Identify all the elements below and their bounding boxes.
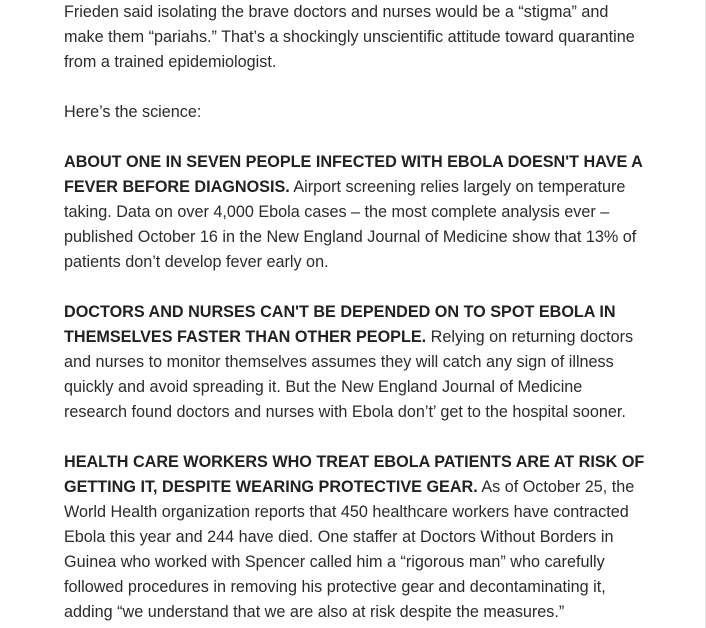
text-line	[64, 325, 692, 350]
paragraph-spacer	[64, 75, 692, 100]
article-body	[64, 0, 692, 625]
text-line: Here’s the science:	[64, 103, 202, 121]
section-doctors-paragraph	[64, 300, 692, 425]
text-line: Ebola this year and 244 have died. One staffer at Doctors Without Borders in	[64, 528, 614, 546]
science-intro-paragraph	[64, 100, 692, 125]
text-line: from a trained epidemiologist.	[64, 53, 277, 71]
paragraph-spacer	[64, 275, 692, 300]
text-line: Guinea who worked with Spencer called him a “rigorous man” who carefully	[64, 553, 605, 571]
text-line: taking. Data on over 4,000 Ebola cases – the most complete analysis ever –	[64, 203, 610, 221]
text-line: World Health organization reports that 450 healthcare workers have contracted	[64, 503, 629, 521]
paragraph-spacer	[64, 425, 692, 450]
section-text: As of October 25, the	[477, 478, 635, 496]
section-fever-paragraph	[64, 150, 692, 275]
text-line: research found doctors and nurses with Ebola don’t’ get to the hospital sooner.	[64, 403, 626, 421]
section-heading: FEVER BEFORE DIAGNOSIS.	[64, 178, 290, 196]
section-heading: THEMSELVES FASTER THAN OTHER PEOPLE.	[64, 328, 427, 346]
section-heading: GETTING IT, DESPITE WEARING PROTECTIVE GEAR.	[64, 478, 478, 496]
text-line: quickly and avoid spreading it. But the New England Journal of Medicine	[64, 378, 583, 396]
text-line: make them “pariahs.” That’s a shockingly unscientific attitude toward quarantine	[64, 28, 635, 46]
section-text: Relying on returning doctors	[426, 328, 634, 346]
section-heading: DOCTORS AND NURSES CAN'T BE DEPENDED ON TO SPOT EBOLA IN	[64, 303, 616, 321]
section-heading: HEALTH CARE WORKERS WHO TREAT EBOLA PATIENTS ARE AT RISK OF	[64, 453, 645, 471]
text-line: patients don’t develop fever early on.	[64, 253, 329, 271]
text-line: published October 16 in the New England Journal of Medicine show that 13% of	[64, 228, 637, 246]
paragraph-spacer	[64, 125, 692, 150]
text-line: and nurses to monitor themselves assumes they will catch any sign of illness	[64, 353, 614, 371]
text-line: adding “we understand that we are also at risk despite the measures.”	[64, 603, 565, 621]
section-text: Airport screening relies largely on temperature	[289, 178, 626, 196]
intro-paragraph	[64, 0, 692, 75]
text-line: followed procedures in removing his protective gear and decontaminating it,	[64, 578, 606, 596]
section-heading: ABOUT ONE IN SEVEN PEOPLE INFECTED WITH EBOLA DOESN'T HAVE A	[64, 153, 643, 171]
text-line: Frieden said isolating the brave doctors and nurses would be a “stigma” and	[64, 3, 609, 21]
text-line	[64, 175, 692, 200]
section-healthcare-paragraph	[64, 450, 692, 625]
text-line	[64, 475, 692, 500]
